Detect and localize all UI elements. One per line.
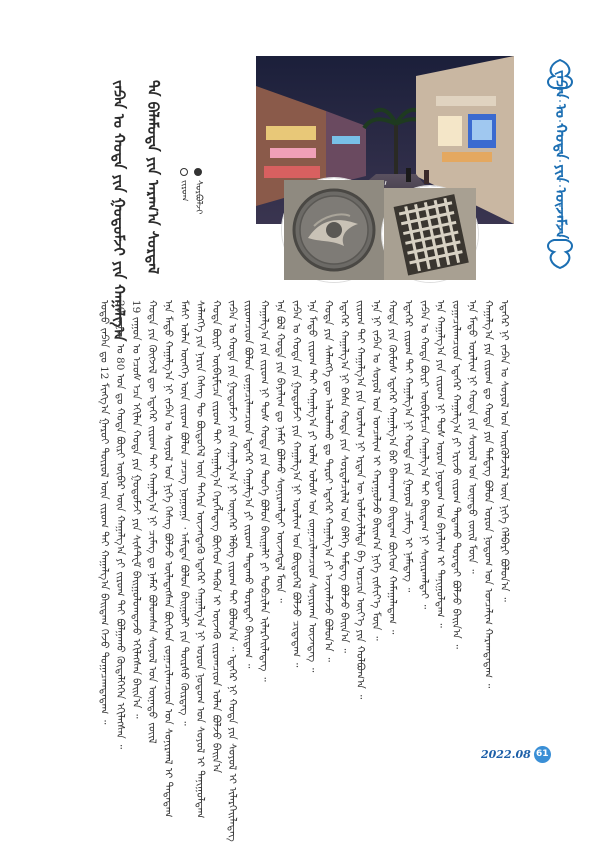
caption-label: ᠵᠢᠷᠤᠭ bbox=[179, 180, 189, 202]
body-column: ᠬᠠᠭᠠᠯᠭ᠎ᠠ ᠶᠢᠨ ᠵᠢᠷᠤᠭ ᠳᠤ ᠬᠣᠲᠠ ᠶᠢᠨ ᠲᠡᠮᠳᠡᠭ ᠪᠣᠯᠤᠨ ᠣᠷᠣᠨ ᠨᠤᠲᠤᠭ ᠤᠨ ᠣᠨᠴᠠᠯᠢᠭ ᠬᠠᠷᠠᠭᠳᠠᠳᠠᠭ ᠃ bbox=[482, 300, 494, 689]
body-column: ᠬᠣᠲᠠ ᠶᠢᠨ ᠬᠥᠭᠵᠢᠯ ᠳᠦ ᠡᠳᠡᠭᠡᠷ ᠵᠢᠷᠤᠭ ᠲᠠᠢ ᠬᠠᠭᠠᠯᠭ᠎ᠠ ᠨᠢ ᠴᠢᠮᠡᠭ ᠳᠤ ᠨᠡᠮᠡᠷ ᠪᠣᠯᠤᠭᠰᠠᠨ ᠰᠣᠶᠤᠯ ᠤᠨ ᠦᠨᠡᠲᠦ ᠵᠦᠢᠯ bbox=[146, 300, 158, 744]
body-column: 19 ᠵᠠᠭᠤᠨ ᠤ ᠡᠴᠦᠰ ᠡᠴᠡ ᠡᠬᠢᠯᠡᠨ ᠬᠣᠲᠠ ᠶᠢᠨ ᠭᠤᠳᠤᠮᠵᠢ ᠶᠢᠨ ᠰᠢᠰᠲ᠋ᠧᠮ ᠪᠠᠢᠭᠤᠯᠤᠭᠳᠠᠵᠤ ᠡᠬᠢᠯᠡᠭᠰᠡᠨ ᠪᠠᠢᠨ᠎ᠠ ᠃ bbox=[130, 300, 142, 719]
hollow-bullet-icon bbox=[180, 168, 188, 176]
issue-date: 2022.08 bbox=[481, 747, 531, 761]
body-column: ᠵᠤᠭᠠᠴᠢᠯᠠᠭᠴᠢᠳ ᠡᠳᠡᠭᠡᠷ ᠬᠠᠭᠠᠯᠭ᠎ᠠ ᠶᠢ ᠡᠷᠢᠵᠦ ᠵᠢᠷᠤᠭ ᠲᠠᠳᠠᠬᠤ ᠳᠤᠷᠠᠲᠠᠢ ᠪᠣᠯᠵᠤ ᠪᠠᠢᠨ᠎ᠠ ᠃ bbox=[450, 300, 462, 649]
caption-label: ᠰᠤᠷᠪᠤᠯᠵᠢ bbox=[193, 180, 203, 215]
body-column: ᠡᠳᠡᠭᠡᠷ ᠬᠠᠭᠠᠯᠭ᠎ᠠ ᠨᠢ ᠪᠠᠰᠠ ᠬᠣᠲᠠ ᠶᠢᠨ ᠰᠤᠷᠲᠠᠯᠴᠢᠯᠠᠯ ᠤᠨ ᠪᠡᠯᠭᠡ ᠲᠡᠮᠳᠡᠭ ᠪᠣᠯᠵᠤ ᠪᠠᠢᠨ᠎ᠠ ᠃ bbox=[338, 300, 350, 653]
body-column: ᠣᠳᠣ ᠵᠠᠫᠠᠨ ᠳᠤ 12 ᠮᠢᠩᠭ᠎ᠠ ᠭᠠᠷᠤᠢ ᠲᠦᠷᠦᠯ ᠦᠨ ᠵᠢᠷᠤᠭ ᠲᠠᠢ ᠬᠠᠭᠠᠯᠭ᠎ᠠ ᠪᠠᠢᠳᠠᠭ ᠭᠡᠵᠦ ᠲᠣᠭᠠᠴᠠᠭᠳᠠᠳᠠᠭ ᠃ bbox=[98, 300, 110, 725]
drain-grate-photo bbox=[382, 186, 478, 282]
body-column: ᠬᠣᠲᠠ ᠶᠢᠨ ᠬᠦᠮᠦᠰ ᠡᠳᠡᠭᠡᠷ ᠬᠠᠭᠠᠯᠭ᠎ᠠ ᠪᠠᠷ ᠪᠠᠬᠠᠷᠬᠠᠨ ᠪᠠᠢᠳᠠᠭ ᠪᠥᠭᠡᠳ ᠬᠠᠮᠠᠭᠠᠯᠠᠳᠠᠭ ᠃ bbox=[386, 300, 398, 635]
article-title-line-2: ᠵᠠᠫᠠᠨ ᠤ ᠬᠣᠲᠠ ᠶᠢᠨ ᠭᠤᠳᠤᠮᠵᠢ ᠶᠢᠨ ᠬᠠᠭᠠᠯᠭ᠎ᠠ bbox=[110, 80, 128, 342]
solid-bullet-icon bbox=[194, 168, 202, 176]
body-column: ᠡᠨᠡ ᠮᠡᠲᠦ ᠤᠷᠠᠯᠢᠭ ᠨᠢ ᠬᠣᠲᠠ ᠶᠢᠨ ᠰᠣᠶᠤᠯ ᠤᠨ ᠦᠨᠡᠲᠦ ᠵᠦᠢᠯ ᠮᠥᠨ ᠃ bbox=[466, 300, 478, 574]
body-column: ᠡᠳᠡᠭᠡᠷ ᠨᠢ ᠵᠠᠫᠠᠨ ᠤ ᠰᠣᠶᠤᠯ ᠤᠨ ᠦᠷᠭᠦᠯᠵᠢᠯᠡᠯ ᠦᠨ ᠨᠢᠭᠡ ᠬᠡᠯᠪᠡᠷᠢ ᠪᠣᠯᠤᠨ᠎ᠠ ᠃ bbox=[498, 300, 510, 602]
body-column: ᠰᠡᠯᠡᠩᠭᠡ ᠶᠢᠨ ᠨᠠᠷᠢᠨ ᠬᠡᠰᠡᠭ ᠲᠦ ᠪᠦᠲᠦᠭᠡᠯ ᠦᠨ ᠳᠡᠭᠡᠷᠡ ᠦᠵᠡᠭᠳᠡᠬᠦ ᠡᠳᠡᠭᠡᠷ ᠬᠠᠭᠠᠯᠭ᠎ᠠ ᠨᠢ ᠣᠷᠣᠨ ᠨᠤᠲᠤᠭ ᠤᠨ ᠰᠣᠶᠤᠯ ᠢ ᠲᠠᠨᠢᠭᠤᠯᠳᠠᠭ bbox=[194, 300, 206, 819]
body-column: ᠡᠨᠡ ᠨᠢ ᠵᠠᠫᠠᠨ ᠤ ᠰᠣᠶᠤᠯ ᠤᠨ ᠣᠨᠴᠠᠯᠢᠭ ᠢ ᠬᠠᠷᠠᠭᠤᠯᠵᠤ ᠪᠠᠢᠭ᠎ᠠ ᠨᠢᠭᠡ ᠵᠢᠱᠢᠶ᠎ᠡ ᠮᠥᠨ ᠃ bbox=[370, 300, 382, 641]
body-column: ᠬᠠᠭᠠᠯᠭ᠎ᠠ ᠶᠢᠨ ᠵᠢᠷᠤᠭ ᠨᠢ ᠲᠤᠰ ᠬᠣᠲᠠ ᠶᠢᠨ ᠲᠡᠦᠬᠡ ᠪᠣᠯᠤᠨ ᠪᠠᠢᠭᠠᠯᠢ ᠶᠢ ᠲᠣᠪᠴᠢᠯᠠᠨ ᠢᠯᠡᠷᠬᠡᠢᠯᠡᠳᠡᠭ ᠃ bbox=[258, 300, 270, 682]
page-footer bbox=[481, 744, 581, 764]
body-column: ᠡᠳᠡᠭᠡᠷ ᠵᠢᠷᠤᠭ ᠲᠠᠢ ᠬᠠᠭᠠᠯᠭ᠎ᠠ ᠨᠢ ᠬᠣᠲᠠ ᠶᠢᠨ ᠭᠣᠶᠣᠯ ᠴᠢᠮᠡᠭ ᠢ ᠨᠡᠮᠡᠳᠡᠭ ᠃ bbox=[402, 300, 414, 593]
body-column: ᠵᠢᠷᠤᠭᠴᠢᠳ ᠪᠣᠯᠤᠨ ᠵᠤᠭᠠᠴᠢᠯᠠᠭᠴᠢᠳ ᠡᠳᠡᠭᠡᠷ ᠬᠠᠭᠠᠯᠭ᠎ᠠ ᠶᠢ ᠵᠢᠷᠤᠭ ᠲᠠᠳᠠᠬᠤ ᠳᠤᠷᠠᠲᠠᠢ ᠪᠠᠢᠳᠠᠭ ᠃ bbox=[242, 300, 254, 669]
manhole-cover-photo bbox=[282, 178, 386, 282]
section-title: ᠵᠠᠫᠠᠨ ᠤ ᠬᠣᠲᠠ ᠶᠢᠨ ᠦᠵᠡᠮᠵᠡ bbox=[552, 70, 570, 239]
body-column: ᠡᠨᠡ ᠮᠡᠲᠦ ᠵᠢᠷᠤᠭ ᠲᠠᠢ ᠬᠠᠭᠠᠯᠭ᠎ᠠ ᠶᠢ ᠣᠯᠠᠨ ᠤᠯᠤᠰ ᠤᠨ ᠵᠤᠭᠠᠴᠢᠯᠠᠭᠴᠢᠳ ᠰᠣᠨᠢᠷᠬᠠᠨ ᠦᠵᠡᠳᠡᠭ ᠃ bbox=[306, 300, 318, 673]
body-column: ᠵᠠᠫᠠᠨ ᠤ ᠬᠣᠲᠠ ᠪᠦᠷᠢ ᠥᠪᠡᠷᠮᠢᠴᠡ ᠬᠠᠭᠠᠯᠭ᠎ᠠ ᠲᠠᠢ ᠪᠠᠢᠳᠠᠭ ᠨᠢ ᠰᠣᠨᠢᠷᠬᠠᠯᠲᠠᠢ ᠃ bbox=[418, 300, 430, 610]
body-column: ᠡᠨᠡ ᠬᠠᠭᠠᠯᠭ᠎ᠠ ᠶᠢᠨ ᠵᠢᠷᠤᠭ ᠨᠢ ᠲᠤᠰ ᠣᠷᠣᠨ ᠨᠤᠲᠤᠭ ᠤᠨ ᠪᠠᠶᠠᠯᠢᠭ ᠢ ᠲᠠᠨᠢᠭᠤᠯᠳᠠᠭ ᠃ bbox=[434, 300, 446, 628]
body-column: ᠡᠨᠡ ᠮᠡᠲᠦ ᠬᠠᠭᠠᠯᠭ᠎ᠠ ᠨᠢ ᠵᠠᠫᠠᠨ ᠤ ᠰᠣᠶᠤᠯ ᠤᠨ ᠨᠢᠭᠡ ᠬᠡᠰᠡᠭ ᠪᠣᠯᠵᠤ ᠦᠯᠡᠳᠡᠭᠰᠡᠨ ᠪᠥᠭᠡᠳ ᠵᠤᠭᠠᠴᠢᠯᠠᠭᠴᠢᠳ ᠤᠨ ᠰᠣᠨᠢᠷᠬᠠᠯ ᠢ ᠲᠠᠲᠠᠳᠠᠭ bbox=[162, 300, 174, 818]
body-column: ᠵᠢᠷᠤᠭ ᠲᠠᠢ ᠬᠠᠭᠠᠯᠭ᠎ᠠ ᠶᠢᠨ ᠤᠷᠠᠯᠢᠭ ᠨᠢ ᠡᠷᠲᠡᠨ ᠦ ᠤᠯᠠᠮᠵᠢᠯᠠᠯᠲᠠ ᠪᠠ ᠣᠷᠴᠢᠨ ᠦᠶ᠎ᠡ ᠶᠢᠨ ᠬᠣᠯᠪᠣᠭ᠎ᠠ ᠃ bbox=[354, 300, 366, 700]
drain-grate-image bbox=[384, 188, 476, 280]
photo-caption bbox=[176, 168, 206, 228]
caption-item-solid bbox=[190, 168, 206, 220]
page-number: 61 bbox=[534, 746, 551, 763]
body-column: 20 ᠵᠠᠭᠤᠨ ᠤ 80 ᠣᠨ ᠳᠤ ᠬᠣᠲᠠ ᠪᠦᠷᠢ ᠥᠪᠡᠷ ᠦᠨ ᠬᠠᠭᠠᠯᠭ᠎ᠠ ᠶᠢ ᠵᠢᠷᠤᠭ ᠲᠠᠢ ᠪᠣᠯᠭᠠᠬᠤ ᠬᠥᠳᠡᠯᠭᠡᠭᠡᠨ ᠡᠬᠢᠯᠡᠭᠰᠡᠨ ᠃ bbox=[114, 300, 126, 750]
body-column: ᠮᠠᠰᠢ ᠣᠯᠠᠨ ᠥᠩᠭᠡ ᠦᠨ ᠵᠢᠷᠤᠭ ᠪᠣᠯᠤᠨ ᠴᠡᠴᠡᠭ ᠨᠣᠭᠣᠭᠠ ᠂ ᠠᠮᠢᠳᠠᠨ ᠪᠣᠯᠤᠨ ᠪᠠᠢᠭᠤᠯᠢ ᠶᠢᠨ ᠳᠦᠷᠰᠦ ᠬᠦᠷᠳᠡᠭ ᠃ bbox=[178, 300, 190, 726]
article-title-line-1: ᠲᠡ ᠪᠠᠯᠠᠮᠤᠲᠠ ᠶᠢᠨ ᠠᠷᠠᠭ᠎ᠠ ᠰᠤᠷᠲᠠᠯ bbox=[144, 80, 162, 275]
body-column: ᠵᠠᠫᠠᠨ ᠤ ᠬᠣᠲᠠ ᠶᠢᠨ ᠭᠤᠳᠤᠮᠵᠢ ᠶᠢᠨ ᠬᠠᠭᠠᠯᠭ᠎ᠠ ᠨᠢ ᠦᠨᠡᠬᠡᠷ ᠡᠯᠪᠡᠭ ᠵᠢᠷᠤᠭ ᠲᠠᠢ ᠪᠣᠯᠤᠨ᠎ᠠ ᠃ ᠡᠳᠡᠭᠡᠷ ᠨᠢ ᠬᠣᠲᠠ ᠶᠢᠨ ᠰᠣᠶᠤᠯ ᠢ ᠢᠯᠡᠷᠬᠡᠢᠯᠡᠳᠡᠭ bbox=[226, 300, 238, 842]
body-column: ᠬᠣᠲᠠ ᠪᠦᠷᠢ ᠥᠪᠡᠷᠮᠢᠴᠡ ᠵᠢᠷᠤᠭ ᠲᠠᠢ ᠬᠠᠭᠠᠯᠭ᠎ᠠ ᠬᠡᠷᠡᠭᠯᠡᠳᠡᠭ ᠪᠥᠭᠡᠳ ᠲᠡᠭᠦᠨ ᠢ ᠦᠵᠡᠬᠦ ᠵᠢᠷᠤᠭᠴᠢᠳ ᠣᠯᠠᠨ ᠪᠣᠯᠵᠤ ᠪᠠᠢᠨ᠎ᠠ bbox=[210, 300, 222, 774]
manhole-cover-image bbox=[284, 180, 384, 280]
body-column: ᠬᠣᠲᠠ ᠶᠢᠨ ᠰᠡᠯᠡᠩᠭᠡ ᠳᠦ ᠠᠯᠬᠤᠯᠠᠬᠤ ᠳᠤ ᠳᠠᠷᠤᠢ ᠡᠳᠡᠭᠡᠷ ᠬᠠᠭᠠᠯᠭ᠎ᠠ ᠶᠢ ᠠᠵᠢᠭᠯᠠᠵᠤ ᠪᠣᠯᠤᠨ᠎ᠠ ᠃ bbox=[322, 300, 334, 662]
body-column: ᠡᠨᠡ ᠪᠣᠯ ᠬᠣᠲᠠ ᠶᠢᠨ ᠪᠠᠶᠠᠯᠢᠭ ᠳᠤ ᠨᠡᠮᠡᠷ ᠪᠣᠯᠬᠤ ᠰᠣᠨᠢᠷᠬᠠᠯᠲᠠᠢ ᠦᠵᠡᠭᠳᠡᠯ ᠮᠥᠨ ᠃ bbox=[274, 300, 286, 603]
body-column bbox=[512, 300, 527, 746]
body-column: ᠵᠠᠫᠠᠨ ᠤ ᠬᠣᠲᠠ ᠶᠢᠨ ᠭᠤᠳᠤᠮᠵᠢ ᠶᠢᠨ ᠬᠠᠭᠠᠯᠭ᠎ᠠ ᠨᠢ ᠤᠷᠠᠯᠢᠭ ᠤᠨ ᠪᠦᠲᠦᠭᠡᠯ ᠪᠣᠯᠵᠤ ᠴᠢᠳᠠᠳᠠᠭ ᠃ bbox=[290, 300, 302, 668]
